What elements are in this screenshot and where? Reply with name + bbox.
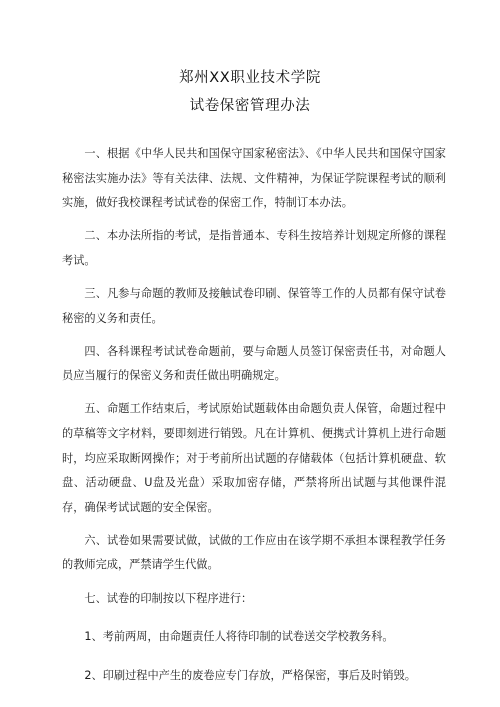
document-body: [62, 142, 446, 702]
paragraph-7: 七、试卷的印制按以下程序进行：: [84, 591, 253, 605]
paragraph-8: 1、考前两周，由命题责任人将待印制的试卷送交学校教务科。: [84, 630, 394, 644]
document-title: 郑州XX职业技术学院: [179, 70, 321, 86]
paragraph-1: 一、根据《中华人民共和国保守国家秘密法》、《中华人民共和国保守国家秘密法实施办法》等有关法律、法规、文件精神，为保证学院课程考试的顺利实施，做好我校课程考试试卷的保密工作，特制订本办法。: [62, 147, 446, 210]
paragraph-3: 三、凡参与命题的教师及接触试卷印刷、保管等工作的人员都有保守试卷秘密的义务和责任。: [62, 286, 446, 325]
paragraph-6: 六、试卷如果需要试做，试做的工作应由在该学期不承担本课程教学任务的教师完成，严禁请学生代做。: [62, 533, 446, 572]
paragraph-9: 2、印刷过程中产生的废卷应专门存放，严格保密，事后及时销毁。: [84, 668, 416, 682]
paragraph-2: 二、本办法所指的考试，是指普通本、专科生按培养计划规定所修的课程考试。: [62, 229, 446, 267]
document-subtitle: 试卷保密管理办法: [189, 98, 311, 114]
paragraph-4: 四、各科课程考试试卷命题前，要与命题人员签订保密责任书，对命题人员应当履行的保密义务和责任做出明确规定。: [62, 344, 446, 383]
paragraph-5: 五、命题工作结束后，考试原始试题载体由命题负责人保管，命题过程中的草稿等文字材料，要即刻进行销毁。凡在计算机、便携式计算机上进行命题时，均应采取断网操作；对于考前所出试题的存储载体（包括计算机硬盘、软盘、活动硬盘、U盘及光盘）采取加密存储，严禁将所出试题与其他课件混存，确保考试试题的安全保密。: [62, 402, 446, 514]
